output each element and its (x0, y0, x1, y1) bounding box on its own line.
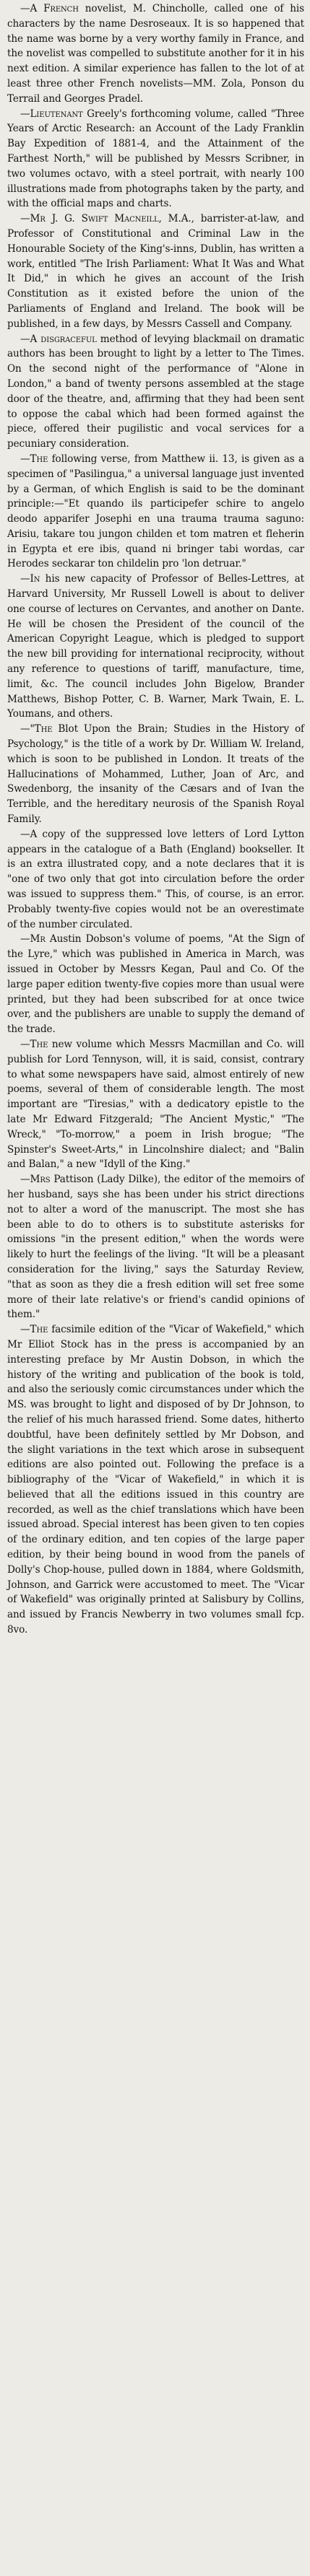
paragraph-blot-upon-brain (7, 722, 304, 827)
paragraph-lead: —Mr (20, 933, 46, 946)
paragraph-lead: —A disgraceful (20, 333, 97, 345)
paragraph-text: facsimile edition of the "Vicar of Wakefield," which Mr Elliot Stock has in the press is accompanied by an interesting preface by Mr Austin Dobson, in which the history of the writing and publication of the book is told, and also the seriously comic circumstances under which the MS. was brought to light and disposed of by Dr Johnson, to the relief of his much harassed friend. Some dates, hitherto doubtful, have been definitely settled by Mr Dobson, and the slight variations in the text which arose in subsequent editions are also pointed out. Following the preface is a bibliography of the "Vicar of Wakefield," in which it is believed that all the editions issued in this country are recorded, as well as the chief translations which have been issued abroad. Special interest has been given to ten copies of the ordinary edition, and ten copies of the large paper edition, by their being bound in wood from the panels of Dolly's Chop-house, pulled down in 1884, where Goldsmith, Johnson, and Garrick were accustomed to meet. The "Vicar of Wakefield" was originally printed at Salisbury by Collins, and issued by Francis Newberry in two volumes small fcp. 8vo. (7, 1324, 304, 1636)
paragraph-lead: —The (20, 1324, 48, 1336)
paragraph-tennyson (7, 1037, 304, 1172)
paragraph-text: Greely's forthcoming volume, called "Three Years of Arctic Research: an Account of the Lady Franklin Bay Expedition of 1881-4, and the Attainment of the Farthest North," will be published by Messrs Scribner, in two volumes octavo, with a steel portrait, with nearly 100 illustrations made from photographs taken by the party, and with the official maps and charts. (7, 108, 304, 210)
paragraph-blackmail (7, 332, 304, 452)
paragraph-lead: —Lieutenant (20, 108, 83, 120)
paragraph-text: Blot Upon the Brain; Studies in the History of Psychology," is the title of a work by Dr. William W. Ireland, which is soon to be published in London. It treats of the Hallucinations of Mohammed, Luther, Joan of Arc, and Swedenborg, the insanity of the Cæsars and of Ivan the Terrible, and the hereditary neurosis of the Spanish Royal Family. (7, 723, 304, 826)
paragraph-macneill (7, 211, 304, 331)
paragraph-lead: —A (20, 828, 38, 840)
paragraph-lytton-letters (7, 827, 304, 933)
paragraph-text: , M.A., barrister-at-law, and Professor of Constitutional and Criminal Law in the Honourable Society of the King's-inns, Dublin, has written a work, entitled "The Irish Parliament: What It Was and What It Did," in which he gives an account of the Irish Constitution as it existed before the union of the Parliaments of England and Ireland. The book will be published, in a few days, by Messrs Cassell and Company. (7, 213, 304, 330)
paragraph-lead: —Mrs (20, 1174, 51, 1186)
paragraph-text: new volume which Messrs Macmillan and Co. will publish for Lord Tennyson, will, it is said, consist, contrary to what some newspapers have said, almost entirely of new poems, several of them of considerable length. The most important are "Tiresias," with a dedicatory epistle to the late Mr Edward Fitzgerald; "The Ancient Mystic," "The Wreck," "To-morrow," a poem in Irish brogue; "The Spinster's Sweet-Arts," in Lincolnshire dialect; and "Balin and Balan," a new "Idyll of the King." (7, 1038, 304, 1171)
paragraph-dobson-lyre (7, 932, 304, 1037)
paragraph-text: novelist, M. Chincholle, called one of his characters by the name Desroseaux. It is so happened that the name was borne by a very worthy family in France, and the novelist was compelled to substitute another for it in his next edition. A similar experience has fallen to the lot of at least three other French novelists—MM. Zola, Ponson du Terrail and Georges Pradel. (7, 3, 305, 105)
paragraph-lead: —In (20, 573, 40, 585)
paragraph-text: following verse, from Matthew ii. 13, is given as a specimen of "Pasilingua," a universal language just invented by a German, of which English is said to be the dominant principle:—"Et quando ils participefer schire to angelo deodo apparifer Josephi en una trauma trauma saguno: Arisiu, takare tou jungon childen et tom matren et fleherin in Egypta et ere ibis, quand ni bringer tabi wordas, car Herodes seckarar ton childelin pro 'lon detruar." (7, 453, 304, 570)
paragraph-text: Pattison (Lady Dilke), the editor of the memoirs of her husband, says she has been under his strict directions not to alter a word of the manuscript. The most she has been able to do to others is to substitute asterisks for omissions "in the present edition," when the words were likely to hurt the feelings of the living. "It will be a pleasant consideration for the living," says the Saturday Review, "that as soon as they die a fresh edition will set free some more of their late relative's or friend's candid opinions of them." (7, 1174, 304, 1321)
paragraph-lead: —A French (20, 3, 79, 14)
paragraph-lead: —"The (20, 723, 53, 735)
paragraph-lead: —The (20, 1038, 48, 1050)
paragraph-lead: —The (20, 453, 48, 465)
paragraph-text: his new capacity of Professor of Belles-Lettres, at Harvard University, Mr Russell Lowell is about to deliver one course of lectures on Cervantes, and another on Dante. He will be chosen the President of the council of the American Copyright League, which is pledged to support the new bill providing for international reciprocity, without any reference to questions of tariff, manufacture, time, limit, &c. The council includes John Bigelow, Brander Matthews, Bishop Potter, C. B. Warner, Mark Twain, E. L. Youmans, and others. (7, 573, 304, 720)
paragraph-text: copy of the suppressed love letters of Lord Lytton appears in the catalogue of a Bath (England) bookseller. It is an extra illustrated copy, and a note declares that it is "one of two only that got into circulation before the order was issued to suppress them." This, of course, is an error. Probably twenty-five copies would not be an overestimate of the number circulated. (7, 828, 304, 930)
paragraph-greely (7, 107, 304, 212)
paragraph-pattison (7, 1172, 304, 1322)
paragraph-text: Austin Dobson's volume of poems, "At the Sign of the Lyre," which was published in America in March, was issued in October by Messrs Kegan, Paul and Co. Of the large paper edition twenty-five copies more than usual were printed, but they had been subscribed for at once twice over, and the publishers are unable to supply the demand of the trade. (7, 933, 304, 1036)
paragraph-text: method of levying blackmail on dramatic authors has been brought to light by a letter to The Times. On the second night of the performance of "Alone in London," a band of twenty persons assembled at the stage door of the theatre, and, affirming that they had been sent to oppose the cabal which had been formed against the piece, offered their pugilistic and vocal services for a pecuniary consideration. (7, 333, 304, 450)
paragraph-chincholle (7, 1, 304, 107)
paragraph-pasilingua (7, 452, 304, 572)
paragraph-vicar-of-wakefield (7, 1322, 304, 1638)
paragraph-lead: —Mr J. G. Swift Macneill (20, 213, 159, 225)
paragraph-lowell (7, 572, 304, 722)
